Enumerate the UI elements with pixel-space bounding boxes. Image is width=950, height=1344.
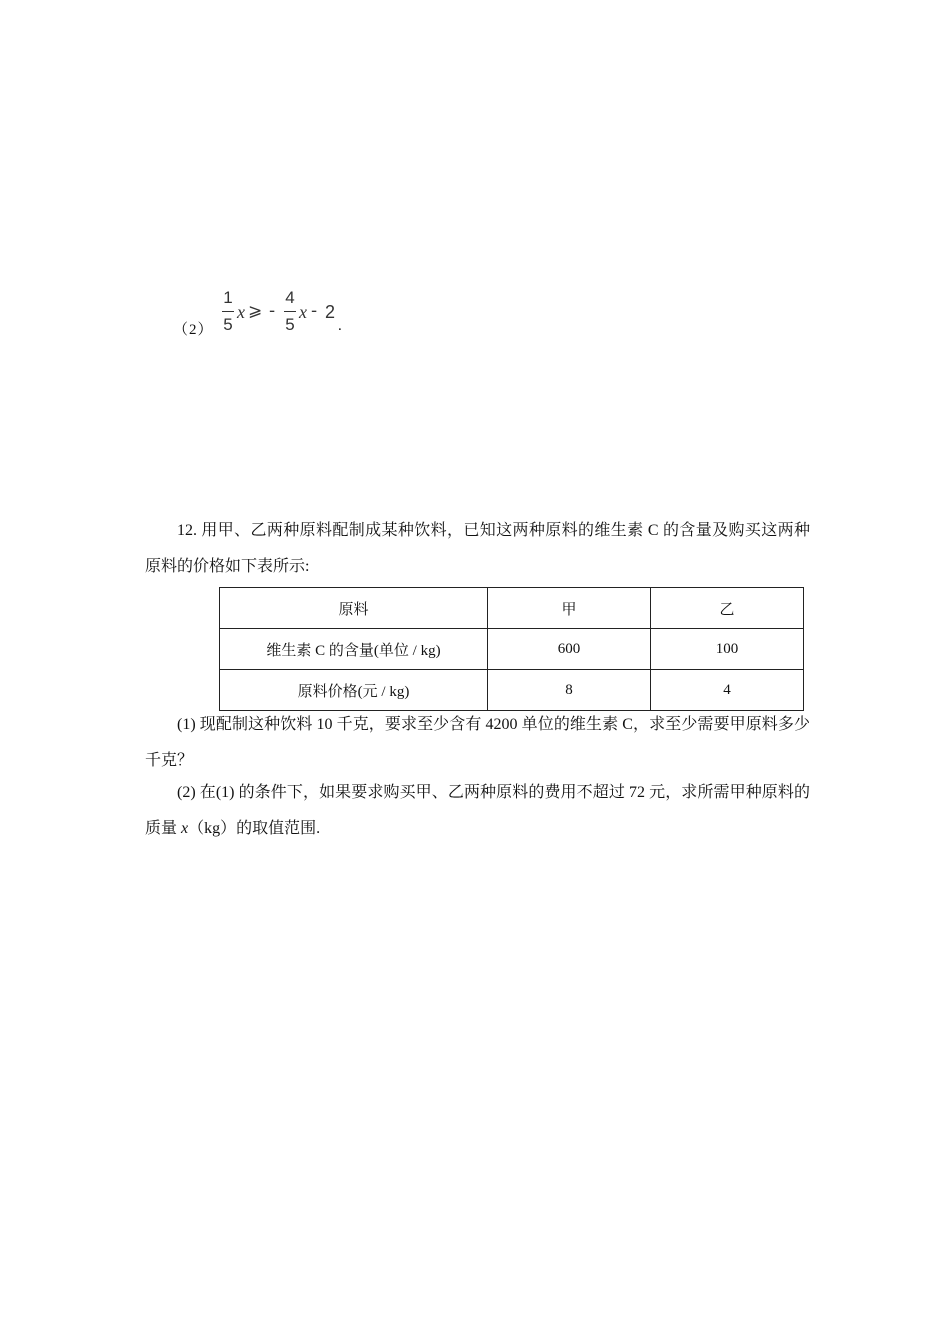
question-2-variable: x [181,820,189,837]
question-2 [145,775,810,847]
relation-symbol: ⩾ [248,301,263,321]
denominator: 5 [223,315,233,334]
table-cell: 4 [651,670,804,711]
material-table [219,587,804,711]
inequality-2 [173,288,363,344]
fraction-bar [222,311,234,312]
table-header-cell: 乙 [651,588,804,629]
table-cell: 维生素 C 的含量(单位 / kg) [220,629,488,670]
variable-x: x [299,302,307,322]
table-cell: 8 [488,670,651,711]
problem-12-intro [145,513,810,585]
constant: 2 [325,302,336,322]
question-1 [145,707,810,779]
question-2-text-b: （kg）的取值范围. [188,820,321,837]
item-number: （2） [173,322,214,338]
table-row [220,629,804,670]
denominator: 5 [285,315,295,334]
table-header-cell: 原料 [220,588,488,629]
question-1-text: (1) 现配制这种饮料 10 千克，要求至少含有 4200 单位的维生素 C，求至少需要甲原料多少千克？ [145,716,810,769]
end-period: . [338,318,342,334]
table-cell: 原料价格(元 / kg) [220,670,488,711]
table-row [220,670,804,711]
question-2-text-a: (2) 在(1) 的条件下，如果要求购买甲、乙两种原料的费用不超过 72 元，求所需甲种原料的质量 [145,784,810,837]
problem-12-text: 12. 用甲、乙两种原料配制成某种饮料，已知这两种原料的维生素 C 的含量及购买这两种原料的价格如下表所示: [145,522,810,575]
minus-sign: - [269,301,276,321]
numerator: 1 [223,288,233,307]
table-cell: 600 [488,629,651,670]
minus-sign: - [311,301,318,321]
numerator: 4 [285,288,295,307]
table-cell: 100 [651,629,804,670]
table-header-cell: 甲 [488,588,651,629]
fraction-bar [284,311,296,312]
variable-x: x [237,302,245,322]
table-header-row [220,588,804,629]
